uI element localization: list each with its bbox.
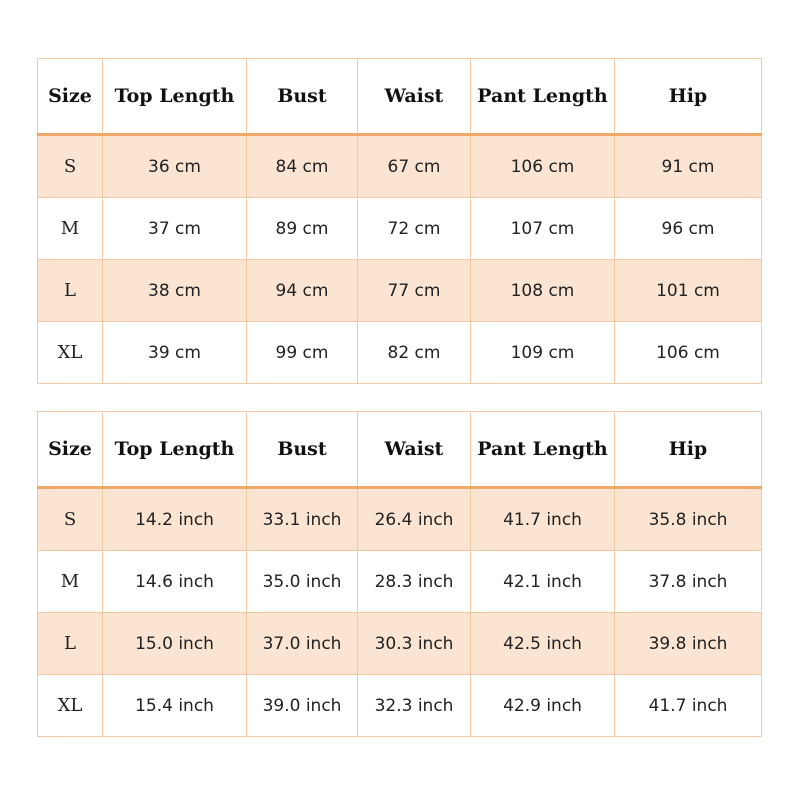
hip-cell: 106 cm	[615, 322, 762, 384]
waist-cell: 28.3 inch	[358, 551, 471, 613]
size-chart-inch-table	[37, 411, 762, 737]
top-length-cell: 37 cm	[103, 198, 247, 260]
bust-cell: 89 cm	[247, 198, 358, 260]
header-pant-length: Pant Length	[471, 412, 615, 488]
pant-length-cell: 42.5 inch	[471, 613, 615, 675]
table-row	[38, 613, 762, 675]
waist-cell: 72 cm	[358, 198, 471, 260]
top-length-cell: 15.0 inch	[103, 613, 247, 675]
header-row	[38, 59, 762, 135]
header-top-length: Top Length	[103, 59, 247, 135]
table-row	[38, 322, 762, 384]
header-waist: Waist	[358, 59, 471, 135]
table-row	[38, 135, 762, 198]
size-cell: M	[38, 551, 103, 613]
header-hip: Hip	[615, 59, 762, 135]
waist-cell: 26.4 inch	[358, 488, 471, 551]
table-row	[38, 488, 762, 551]
waist-cell: 77 cm	[358, 260, 471, 322]
header-top-length: Top Length	[103, 412, 247, 488]
header-bust: Bust	[247, 412, 358, 488]
size-chart-cm-table	[37, 58, 762, 384]
header-pant-length: Pant Length	[471, 59, 615, 135]
hip-cell: 91 cm	[615, 135, 762, 198]
hip-cell: 96 cm	[615, 198, 762, 260]
pant-length-cell: 41.7 inch	[471, 488, 615, 551]
header-size: Size	[38, 412, 103, 488]
top-length-cell: 36 cm	[103, 135, 247, 198]
bust-cell: 33.1 inch	[247, 488, 358, 551]
top-length-cell: 15.4 inch	[103, 675, 247, 737]
pant-length-cell: 42.9 inch	[471, 675, 615, 737]
table-row	[38, 260, 762, 322]
size-cell: S	[38, 488, 103, 551]
waist-cell: 82 cm	[358, 322, 471, 384]
pant-length-cell: 109 cm	[471, 322, 615, 384]
pant-length-cell: 108 cm	[471, 260, 615, 322]
size-cell: XL	[38, 322, 103, 384]
size-cell: M	[38, 198, 103, 260]
bust-cell: 35.0 inch	[247, 551, 358, 613]
size-cell: L	[38, 613, 103, 675]
hip-cell: 39.8 inch	[615, 613, 762, 675]
bust-cell: 37.0 inch	[247, 613, 358, 675]
header-bust: Bust	[247, 59, 358, 135]
top-length-cell: 39 cm	[103, 322, 247, 384]
table-row	[38, 675, 762, 737]
waist-cell: 67 cm	[358, 135, 471, 198]
table-row	[38, 551, 762, 613]
top-length-cell: 14.6 inch	[103, 551, 247, 613]
bust-cell: 84 cm	[247, 135, 358, 198]
top-length-cell: 14.2 inch	[103, 488, 247, 551]
header-hip: Hip	[615, 412, 762, 488]
size-cell: L	[38, 260, 103, 322]
hip-cell: 35.8 inch	[615, 488, 762, 551]
size-cell: XL	[38, 675, 103, 737]
table-row	[38, 198, 762, 260]
pant-length-cell: 42.1 inch	[471, 551, 615, 613]
hip-cell: 101 cm	[615, 260, 762, 322]
header-size: Size	[38, 59, 103, 135]
header-waist: Waist	[358, 412, 471, 488]
waist-cell: 32.3 inch	[358, 675, 471, 737]
size-cell: S	[38, 135, 103, 198]
waist-cell: 30.3 inch	[358, 613, 471, 675]
top-length-cell: 38 cm	[103, 260, 247, 322]
hip-cell: 41.7 inch	[615, 675, 762, 737]
header-row	[38, 412, 762, 488]
bust-cell: 99 cm	[247, 322, 358, 384]
bust-cell: 39.0 inch	[247, 675, 358, 737]
pant-length-cell: 107 cm	[471, 198, 615, 260]
bust-cell: 94 cm	[247, 260, 358, 322]
hip-cell: 37.8 inch	[615, 551, 762, 613]
pant-length-cell: 106 cm	[471, 135, 615, 198]
